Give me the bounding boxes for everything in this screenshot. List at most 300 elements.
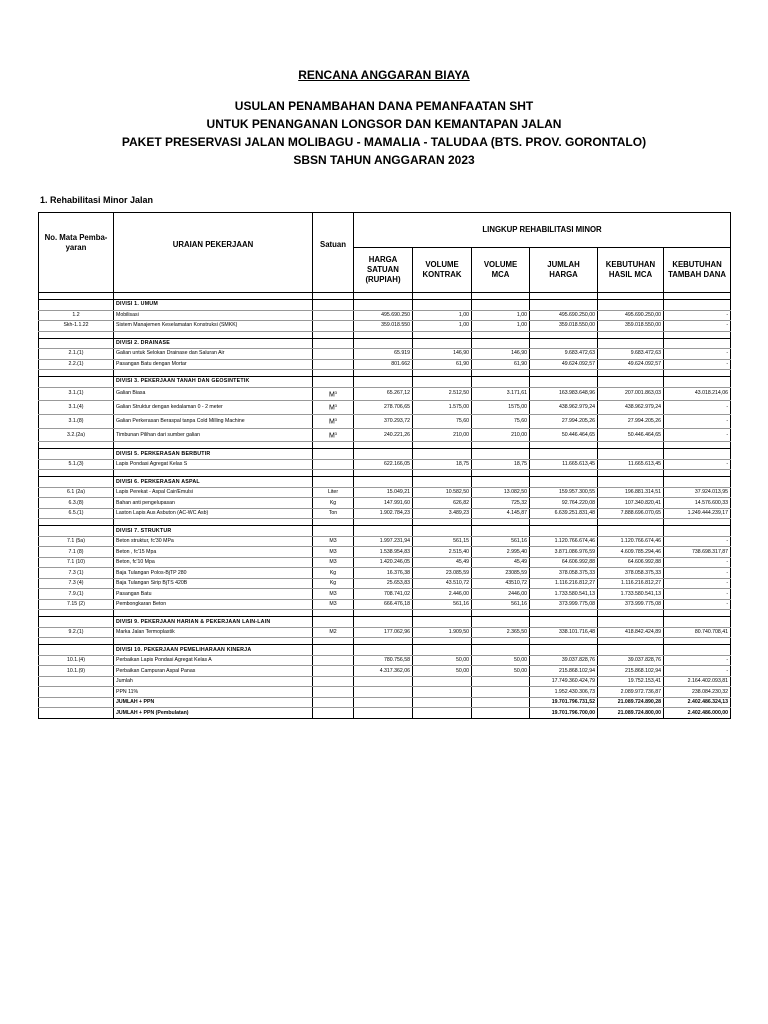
item-harga: 65.919 xyxy=(354,349,413,360)
item-jumlah: 438.962.979,24 xyxy=(530,401,598,415)
item-harga: 15.049,21 xyxy=(354,487,413,498)
item-keb-tambah: 738.698.317,87 xyxy=(664,547,731,558)
item-jumlah: 1.120.766.674,46 xyxy=(530,536,598,547)
item-jumlah: 64.606.992,88 xyxy=(530,557,598,568)
total-label: Jumlah xyxy=(114,676,313,687)
spacer-row xyxy=(39,370,731,377)
section-title: 1. Rehabilitasi Minor Jalan xyxy=(40,195,154,205)
total-keb-tambah: 2.402.486.324,13 xyxy=(664,697,731,708)
item-no: 1.2 xyxy=(39,310,114,321)
item-harga: 1.538.954,83 xyxy=(354,547,413,558)
item-keb-mca: 373.999.775,08 xyxy=(598,599,664,610)
item-vol-mca: 18,75 xyxy=(472,459,530,470)
item-harga: 370.293,72 xyxy=(354,414,413,428)
item-satuan xyxy=(313,401,354,415)
empty-cell xyxy=(39,370,114,377)
item-jumlah: 338.101.716,48 xyxy=(530,627,598,638)
total-jumlah: 19.701.796.731,52 xyxy=(530,697,598,708)
division-row xyxy=(39,477,731,488)
item-uraian: Sistem Manajemen Keselamatan Konstruksi (SMKK) xyxy=(114,321,313,332)
empty-cell xyxy=(530,519,598,526)
empty-cell xyxy=(354,477,413,488)
item-satuan xyxy=(313,655,354,666)
item-vol-kontrak: 561,16 xyxy=(413,599,472,610)
item-vol-mca: 3.171,61 xyxy=(472,387,530,401)
satuan-superscript: 3 xyxy=(334,403,338,409)
empty-cell xyxy=(664,470,731,477)
table-row xyxy=(39,498,731,509)
item-uraian: Galian untuk Selokan Drainase dan Saluran Air xyxy=(114,349,313,360)
item-no: 6.1 (2a) xyxy=(39,487,114,498)
empty-cell xyxy=(39,645,114,656)
item-vol-kontrak: 50,00 xyxy=(413,666,472,677)
empty-cell xyxy=(598,610,664,617)
empty-cell xyxy=(413,697,472,708)
empty-cell xyxy=(530,370,598,377)
item-harga: 666.476,18 xyxy=(354,599,413,610)
item-vol-kontrak: 61,90 xyxy=(413,359,472,370)
empty-cell xyxy=(598,477,664,488)
item-keb-tambah: - xyxy=(664,536,731,547)
item-no: 3.1.(1) xyxy=(39,387,114,401)
item-no: 7.9.(1) xyxy=(39,589,114,600)
item-satuan xyxy=(313,349,354,360)
item-harga: 65.267,12 xyxy=(354,387,413,401)
empty-cell xyxy=(530,477,598,488)
empty-cell xyxy=(114,442,313,449)
spacer-row xyxy=(39,610,731,617)
empty-cell xyxy=(472,610,530,617)
empty-cell xyxy=(313,338,354,349)
item-keb-mca: 438.962.979,24 xyxy=(598,401,664,415)
division-row xyxy=(39,300,731,311)
item-vol-kontrak: 50,00 xyxy=(413,655,472,666)
item-vol-mca: 725,32 xyxy=(472,498,530,509)
item-uraian: Perbaikan Lapis Pondasi Agregat Kelas A xyxy=(114,655,313,666)
empty-cell xyxy=(664,449,731,460)
empty-cell xyxy=(472,697,530,708)
table-row xyxy=(39,387,731,401)
item-harga: 780.756,58 xyxy=(354,655,413,666)
item-no: 9.2.(1) xyxy=(39,627,114,638)
table-row xyxy=(39,627,731,638)
item-no: 2.1.(1) xyxy=(39,349,114,360)
empty-cell xyxy=(472,645,530,656)
item-vol-mca: 43510,72 xyxy=(472,578,530,589)
item-no: 3.1.(4) xyxy=(39,401,114,415)
empty-cell xyxy=(598,638,664,645)
item-keb-mca: 215.868.102,94 xyxy=(598,666,664,677)
item-satuan xyxy=(313,310,354,321)
item-vol-kontrak: 2.515,40 xyxy=(413,547,472,558)
empty-cell xyxy=(354,370,413,377)
item-satuan xyxy=(313,387,354,401)
total-keb-mca: 21.089.724.890,28 xyxy=(598,697,664,708)
empty-cell xyxy=(472,526,530,537)
item-vol-mca: 45,49 xyxy=(472,557,530,568)
empty-cell xyxy=(313,293,354,300)
item-harga: 495.690.250 xyxy=(354,310,413,321)
item-vol-kontrak: 43.510,72 xyxy=(413,578,472,589)
item-no: 7.3 (4) xyxy=(39,578,114,589)
item-satuan: M3 xyxy=(313,599,354,610)
total-row xyxy=(39,676,731,687)
total-row xyxy=(39,687,731,698)
empty-cell xyxy=(598,338,664,349)
item-vol-kontrak: 75,60 xyxy=(413,414,472,428)
item-no: 10.1.(4) xyxy=(39,655,114,666)
empty-cell xyxy=(39,610,114,617)
item-keb-mca: 196.881.314,51 xyxy=(598,487,664,498)
item-jumlah: 11.665.613,45 xyxy=(530,459,598,470)
item-uraian: Bahan anti pengelupasan xyxy=(114,498,313,509)
empty-cell xyxy=(530,610,598,617)
total-row xyxy=(39,708,731,719)
item-keb-mca: 4.609.785.294,46 xyxy=(598,547,664,558)
item-vol-mca: 2.995,40 xyxy=(472,547,530,558)
empty-cell xyxy=(598,370,664,377)
item-keb-mca: 27.994.205,26 xyxy=(598,414,664,428)
item-keb-mca: 49.624.092,57 xyxy=(598,359,664,370)
empty-cell xyxy=(664,331,731,338)
spacer-row xyxy=(39,331,731,338)
table-row xyxy=(39,428,731,442)
col-header-keb-tambah: KEBUTUHAN TAMBAH DANA xyxy=(664,248,731,293)
empty-cell xyxy=(114,370,313,377)
total-keb-tambah: 2.164.402.093,81 xyxy=(664,676,731,687)
empty-cell xyxy=(313,645,354,656)
empty-cell xyxy=(313,697,354,708)
empty-cell xyxy=(413,638,472,645)
empty-cell xyxy=(530,377,598,388)
empty-cell xyxy=(530,645,598,656)
table-row xyxy=(39,568,731,579)
empty-cell xyxy=(530,449,598,460)
empty-cell xyxy=(313,708,354,719)
empty-cell xyxy=(354,526,413,537)
item-no: 2.2.(1) xyxy=(39,359,114,370)
empty-cell xyxy=(354,519,413,526)
item-vol-mca: 561,16 xyxy=(472,599,530,610)
empty-cell xyxy=(313,610,354,617)
item-keb-tambah: 43.018.214,06 xyxy=(664,387,731,401)
item-no: 3.1.(8) xyxy=(39,414,114,428)
item-keb-mca: 11.665.613,45 xyxy=(598,459,664,470)
item-jumlah: 359.018.550,00 xyxy=(530,321,598,332)
item-harga: 16.376,38 xyxy=(354,568,413,579)
empty-cell xyxy=(598,442,664,449)
empty-cell xyxy=(39,638,114,645)
total-keb-mca: 21.089.724.800,00 xyxy=(598,708,664,719)
empty-cell xyxy=(664,300,731,311)
item-uraian: Timbunan Pilihan dari sumber galian xyxy=(114,428,313,442)
item-harga: 25.653,83 xyxy=(354,578,413,589)
empty-cell xyxy=(313,676,354,687)
empty-cell xyxy=(313,470,354,477)
table-row xyxy=(39,401,731,415)
item-harga: 1.902.784,23 xyxy=(354,508,413,519)
empty-cell xyxy=(354,300,413,311)
empty-cell xyxy=(354,331,413,338)
item-jumlah: 163.983.648,96 xyxy=(530,387,598,401)
division-row xyxy=(39,377,731,388)
item-jumlah: 215.868.102,94 xyxy=(530,666,598,677)
empty-cell xyxy=(472,477,530,488)
item-no: 7.1 (8) xyxy=(39,547,114,558)
col-header-uraian: URAIAN PEKERJAAN xyxy=(114,213,313,293)
item-uraian: Perbaikan Campuran Aspal Panas xyxy=(114,666,313,677)
col-header-vol-kontrak: VOLUME KONTRAK xyxy=(413,248,472,293)
empty-cell xyxy=(413,449,472,460)
satuan-unit: M xyxy=(328,418,335,426)
table-row xyxy=(39,310,731,321)
spacer-row xyxy=(39,293,731,300)
item-satuan: Kg xyxy=(313,568,354,579)
item-uraian: Beton , fc'15 Mpa xyxy=(114,547,313,558)
item-keb-tambah: - xyxy=(664,428,731,442)
empty-cell xyxy=(39,377,114,388)
item-uraian: Laston Lapis Aus Asbuton (AC-WC Asb) xyxy=(114,508,313,519)
total-label: PPN 11% xyxy=(114,687,313,698)
empty-cell xyxy=(530,338,598,349)
empty-cell xyxy=(114,638,313,645)
empty-cell xyxy=(354,697,413,708)
item-jumlah: 495.690.250,00 xyxy=(530,310,598,321)
empty-cell xyxy=(598,526,664,537)
item-keb-tambah: - xyxy=(664,599,731,610)
item-keb-tambah: - xyxy=(664,414,731,428)
empty-cell xyxy=(39,449,114,460)
empty-cell xyxy=(598,300,664,311)
item-vol-kontrak: 1.575,00 xyxy=(413,401,472,415)
empty-cell xyxy=(39,697,114,708)
empty-cell xyxy=(664,617,731,628)
item-vol-kontrak: 3.489,23 xyxy=(413,508,472,519)
empty-cell xyxy=(598,645,664,656)
empty-cell xyxy=(472,338,530,349)
empty-cell xyxy=(413,293,472,300)
item-vol-mca: 146,90 xyxy=(472,349,530,360)
empty-cell xyxy=(313,331,354,338)
item-vol-kontrak: 2.512,50 xyxy=(413,387,472,401)
empty-cell xyxy=(472,617,530,628)
item-keb-tambah: - xyxy=(664,578,731,589)
item-jumlah: 378.058.375,33 xyxy=(530,568,598,579)
item-keb-tambah: 80.740.708,41 xyxy=(664,627,731,638)
empty-cell xyxy=(39,676,114,687)
total-keb-mca: 19.752.153,41 xyxy=(598,676,664,687)
empty-cell xyxy=(354,687,413,698)
table-row xyxy=(39,536,731,547)
item-satuan xyxy=(313,414,354,428)
division-title: DIVISI 3. PEKERJAAN TANAH DAN GEOSINTETIK xyxy=(114,377,313,388)
empty-cell xyxy=(39,300,114,311)
empty-cell xyxy=(413,645,472,656)
empty-cell xyxy=(598,470,664,477)
document-header xyxy=(0,67,768,169)
empty-cell xyxy=(354,338,413,349)
item-vol-kontrak: 23.085,59 xyxy=(413,568,472,579)
satuan-unit: M xyxy=(328,404,335,412)
table-row xyxy=(39,557,731,568)
item-keb-mca: 495.690.250,00 xyxy=(598,310,664,321)
item-no: 7.1 (5a) xyxy=(39,536,114,547)
satuan-superscript: 3 xyxy=(334,389,338,395)
empty-cell xyxy=(413,610,472,617)
spacer-row xyxy=(39,519,731,526)
empty-cell xyxy=(664,526,731,537)
col-header-jumlah: JUMLAH HARGA xyxy=(530,248,598,293)
item-vol-mca: 61,90 xyxy=(472,359,530,370)
item-jumlah: 1.733.580.541,13 xyxy=(530,589,598,600)
empty-cell xyxy=(530,293,598,300)
item-jumlah: 39.037.828,76 xyxy=(530,655,598,666)
col-header-vol-mca: VOLUME MCA xyxy=(472,248,530,293)
empty-cell xyxy=(472,300,530,311)
item-keb-tambah: - xyxy=(664,349,731,360)
item-satuan: M3 xyxy=(313,589,354,600)
empty-cell xyxy=(530,331,598,338)
empty-cell xyxy=(39,338,114,349)
empty-cell xyxy=(313,617,354,628)
empty-cell xyxy=(413,477,472,488)
empty-cell xyxy=(598,377,664,388)
division-title: DIVISI 6. PERKERASAN ASPAL xyxy=(114,477,313,488)
empty-cell xyxy=(114,470,313,477)
division-title: DIVISI 5. PERKERASAN BERBUTIR xyxy=(114,449,313,460)
item-satuan xyxy=(313,428,354,442)
spacer-row xyxy=(39,638,731,645)
header-line-2: UNTUK PENANGANAN LONGSOR DAN KEMANTAPAN JALAN xyxy=(206,117,562,131)
division-row xyxy=(39,449,731,460)
budget-table xyxy=(38,212,731,719)
item-vol-kontrak: 626,82 xyxy=(413,498,472,509)
item-no: 7.3 (1) xyxy=(39,568,114,579)
item-vol-kontrak: 1.909,50 xyxy=(413,627,472,638)
empty-cell xyxy=(413,370,472,377)
empty-cell xyxy=(472,708,530,719)
item-satuan xyxy=(313,359,354,370)
empty-cell xyxy=(39,526,114,537)
item-harga: 1.997.231,94 xyxy=(354,536,413,547)
empty-cell xyxy=(664,293,731,300)
item-keb-tambah: - xyxy=(664,655,731,666)
table-row xyxy=(39,359,731,370)
empty-cell xyxy=(664,477,731,488)
item-uraian: Baja Tulangan Sirip BjTS 420B xyxy=(114,578,313,589)
item-harga: 240.221,26 xyxy=(354,428,413,442)
item-harga: 4.317.362,06 xyxy=(354,666,413,677)
empty-cell xyxy=(413,377,472,388)
item-no: 10.1.(9) xyxy=(39,666,114,677)
table-row xyxy=(39,547,731,558)
header-line-3: PAKET PRESERVASI JALAN MOLIBAGU - MAMALIA - TALUDAA (BTS. PROV. GORONTALO) xyxy=(121,135,647,149)
item-keb-mca: 359.018.550,00 xyxy=(598,321,664,332)
division-title: DIVISI 2. DRAINASE xyxy=(114,338,313,349)
item-jumlah: 49.624.092,57 xyxy=(530,359,598,370)
col-header-harga: HARGA SATUAN (RUPIAH) xyxy=(354,248,413,293)
total-row xyxy=(39,697,731,708)
item-vol-kontrak: 1,00 xyxy=(413,310,472,321)
item-keb-mca: 7.888.696.070,65 xyxy=(598,508,664,519)
item-uraian: Pasangan Batu xyxy=(114,589,313,600)
item-keb-tambah: 37.924.013,95 xyxy=(664,487,731,498)
item-uraian: Galian Biasa xyxy=(114,387,313,401)
item-harga: 801.662 xyxy=(354,359,413,370)
item-keb-mca: 107.340.820,41 xyxy=(598,498,664,509)
empty-cell xyxy=(664,442,731,449)
satuan-unit: M xyxy=(328,432,335,440)
empty-cell xyxy=(530,470,598,477)
table-row xyxy=(39,459,731,470)
empty-cell xyxy=(354,610,413,617)
item-keb-mca: 39.037.828,76 xyxy=(598,655,664,666)
item-uraian: Pembongkaran Beton xyxy=(114,599,313,610)
empty-cell xyxy=(664,610,731,617)
item-vol-kontrak: 146,90 xyxy=(413,349,472,360)
empty-cell xyxy=(413,676,472,687)
item-no: 5.1.(3) xyxy=(39,459,114,470)
item-keb-tambah: - xyxy=(664,321,731,332)
item-keb-mca: 1.120.766.674,46 xyxy=(598,536,664,547)
item-uraian: Lapis Pondasi Agregat Kelas S xyxy=(114,459,313,470)
empty-cell xyxy=(313,477,354,488)
empty-cell xyxy=(664,519,731,526)
table-row xyxy=(39,508,731,519)
item-satuan: M2 xyxy=(313,627,354,638)
division-row xyxy=(39,526,731,537)
empty-cell xyxy=(530,526,598,537)
total-label: JUMLAH + PPN xyxy=(114,697,313,708)
document-title: RENCANA ANGGARAN BIAYA xyxy=(298,68,470,82)
empty-cell xyxy=(114,519,313,526)
item-vol-kontrak: 10.582,50 xyxy=(413,487,472,498)
item-vol-kontrak: 45,49 xyxy=(413,557,472,568)
item-jumlah: 6.639.251.831,48 xyxy=(530,508,598,519)
table-body xyxy=(39,293,731,719)
item-no: 6.5.(1) xyxy=(39,508,114,519)
empty-cell xyxy=(472,442,530,449)
item-vol-mca: 50,00 xyxy=(472,655,530,666)
empty-cell xyxy=(39,708,114,719)
item-vol-mca: 2446,00 xyxy=(472,589,530,600)
item-satuan: M3 xyxy=(313,547,354,558)
item-uraian: Lapis Perekat - Aspal Cair/Emulsi xyxy=(114,487,313,498)
item-keb-mca: 378.058.375,33 xyxy=(598,568,664,579)
item-vol-mca: 4.145,87 xyxy=(472,508,530,519)
item-harga: 147.991,60 xyxy=(354,498,413,509)
empty-cell xyxy=(598,617,664,628)
item-vol-kontrak: 210,00 xyxy=(413,428,472,442)
item-keb-mca: 1.116.216.812,27 xyxy=(598,578,664,589)
empty-cell xyxy=(413,338,472,349)
item-jumlah: 3.871.086.976,59 xyxy=(530,547,598,558)
empty-cell xyxy=(39,519,114,526)
empty-cell xyxy=(39,687,114,698)
empty-cell xyxy=(413,442,472,449)
empty-cell xyxy=(472,638,530,645)
item-keb-tambah: - xyxy=(664,359,731,370)
empty-cell xyxy=(313,449,354,460)
item-keb-tambah: 14.576.600,33 xyxy=(664,498,731,509)
empty-cell xyxy=(313,300,354,311)
empty-cell xyxy=(354,708,413,719)
empty-cell xyxy=(664,638,731,645)
item-keb-mca: 50.446.464,65 xyxy=(598,428,664,442)
item-jumlah: 50.446.464,65 xyxy=(530,428,598,442)
item-uraian: Beton struktur, fc'30 MPa xyxy=(114,536,313,547)
item-satuan xyxy=(313,666,354,677)
